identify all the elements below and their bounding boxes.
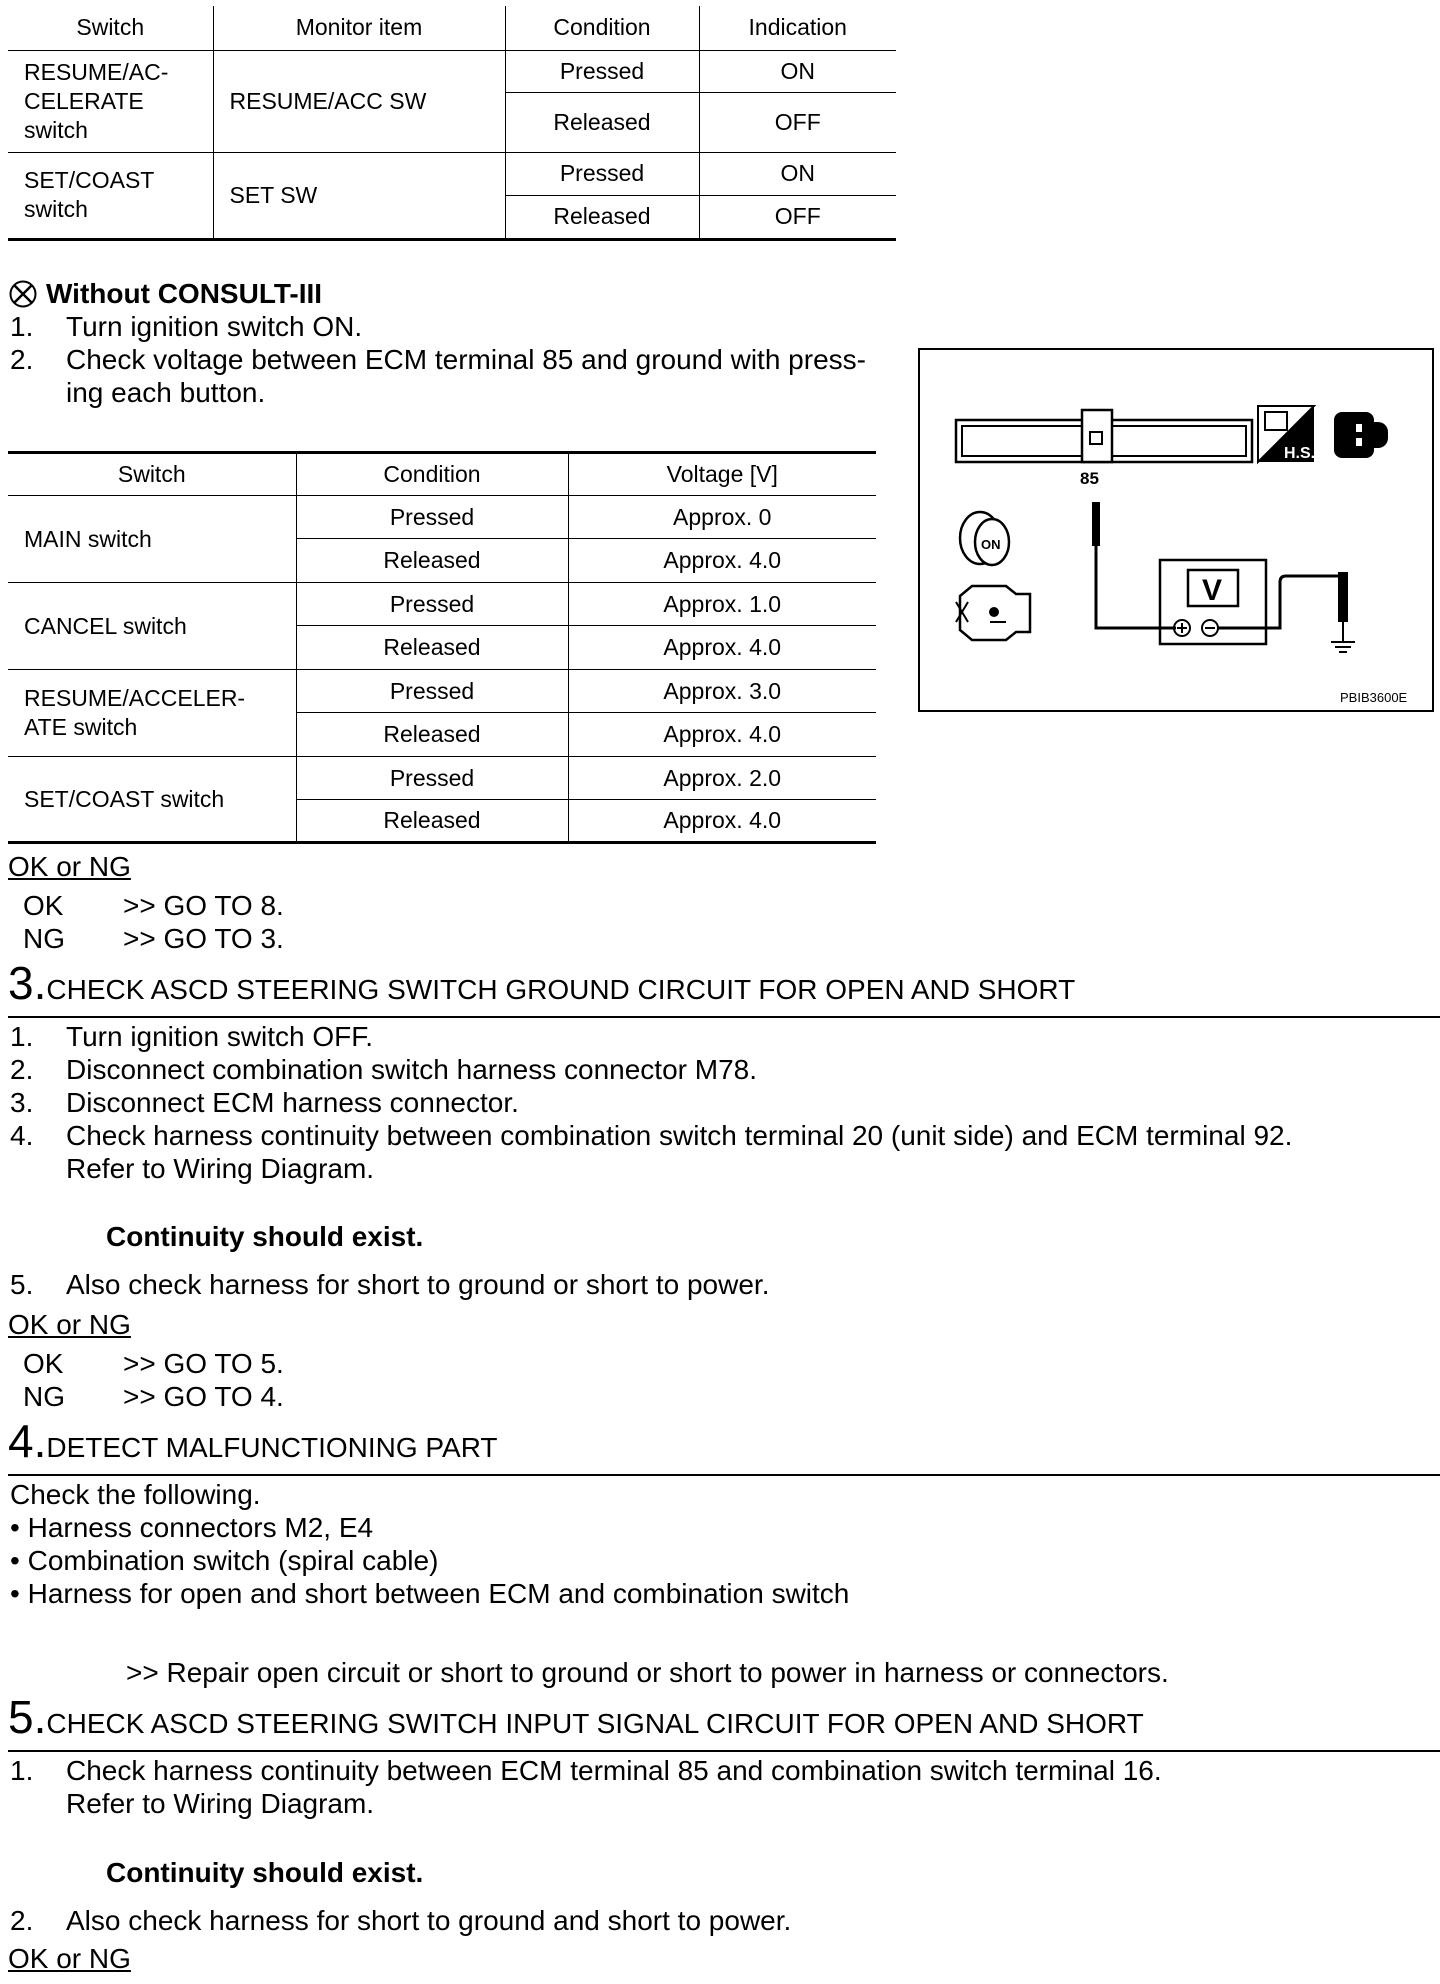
header-condition: Condition [296, 453, 568, 496]
step-4-heading [8, 1415, 498, 1467]
cell-switch: RESUME/AC- CELERATE switch [8, 50, 213, 152]
step-number: 4. [8, 1415, 47, 1467]
header-monitor-item: Monitor item [213, 6, 505, 50]
cell-indication: OFF [699, 92, 896, 152]
step-number: 3. [8, 957, 47, 1009]
cell-indication: OFF [699, 195, 896, 239]
step-number: 2. [10, 344, 34, 375]
note-continuity: Continuity should exist. [106, 1221, 424, 1252]
cell-switch: RESUME/ACCELER- ATE switch [8, 670, 296, 757]
ok-goto: >> GO TO 5. [123, 1348, 284, 1379]
list-item: 1. Turn ignition switch OFF. [10, 1021, 374, 1052]
ok-ng-label: OK or NG [8, 1943, 131, 1974]
list-item: 5. Also check harness for short to ground or short to power. [10, 1269, 770, 1300]
list-item: 2. Disconnect combination switch harness connector M78. [10, 1054, 758, 1085]
step-number: 5. [8, 1691, 47, 1743]
cell-switch: MAIN switch [8, 496, 296, 583]
cell-switch: SET/COAST switch [8, 757, 296, 843]
voltage-check-table [8, 451, 876, 844]
note-continuity: Continuity should exist. [106, 1857, 424, 1888]
voltage-check-figure [918, 348, 1434, 712]
step-5-heading [8, 1691, 1144, 1743]
cell-condition: Released [296, 539, 568, 583]
cell-indication: ON [699, 50, 896, 92]
list-item [10, 343, 866, 409]
cell-condition: Pressed [296, 583, 568, 626]
cell-monitor-item: SET SW [213, 152, 505, 239]
list-item [10, 310, 866, 343]
ng-result [8, 1380, 284, 1413]
cell-voltage: Approx. 4.0 [568, 713, 876, 757]
header-switch: Switch [8, 453, 296, 496]
divider [8, 1474, 1440, 1476]
cell-condition: Released [505, 195, 699, 239]
voltmeter-icon [1160, 560, 1266, 644]
svg-text:V: V [1202, 574, 1223, 607]
ok-result [8, 889, 284, 922]
cell-voltage: Approx. 4.0 [568, 539, 876, 583]
heading-text: Without CONSULT-III [46, 278, 323, 309]
step-5-list [10, 1754, 1162, 1820]
cell-voltage: Approx. 3.0 [568, 670, 876, 713]
ecm-connector-icon [956, 410, 1252, 462]
ok-ng-label: OK or NG [8, 851, 131, 882]
cell-condition: Pressed [296, 496, 568, 539]
cell-condition: Released [505, 92, 699, 152]
cell-condition: Pressed [505, 50, 699, 92]
ground-probe-icon [1338, 572, 1348, 622]
ng-label: NG [23, 923, 65, 954]
list-item: 2. Also check harness for short to ground and short to power. [10, 1905, 792, 1936]
cell-condition: Pressed [296, 757, 568, 800]
divider [8, 1750, 1440, 1752]
engine-icon [956, 586, 1030, 640]
step-title: CHECK ASCD STEERING SWITCH INPUT SIGNAL CIRCUIT FOR OPEN AND SHORT [46, 1708, 1144, 1739]
ok-ng-label: OK or NG [8, 1309, 131, 1340]
cell-condition: Released [296, 713, 568, 757]
cell-condition: Pressed [296, 670, 568, 713]
cell-switch: CANCEL switch [8, 583, 296, 670]
connector-plug-icon [1334, 412, 1388, 458]
cell-voltage: Approx. 4.0 [568, 800, 876, 843]
list-item: • Harness connectors M2, E4 [10, 1512, 374, 1543]
header-voltage: Voltage [V] [568, 453, 876, 496]
ng-result [8, 922, 284, 955]
consult-monitor-table [8, 6, 896, 241]
ng-goto: >> GO TO 3. [123, 923, 284, 954]
ok-goto: >> GO TO 8. [123, 890, 284, 921]
ok-label: OK [23, 1348, 64, 1379]
step-text: Check voltage between ECM terminal 85 and ground with press- ing each button. [66, 344, 866, 408]
step-5-list-cont [10, 1904, 791, 1937]
svg-text:ON: ON [981, 537, 1001, 552]
step-text: Turn ignition switch ON. [66, 311, 363, 342]
svg-text:H.S.: H.S. [1284, 445, 1316, 462]
ok-label: OK [23, 890, 64, 921]
terminal-number: 85 [1080, 469, 1099, 488]
cell-condition: Pressed [505, 152, 699, 195]
harness-side-badge-icon [1258, 406, 1315, 462]
check-bullet-list [10, 1511, 849, 1610]
check-intro: Check the following. [10, 1479, 261, 1510]
cell-voltage: Approx. 4.0 [568, 626, 876, 670]
ignition-on-icon [960, 512, 1009, 565]
tool-prohibited-icon [8, 279, 38, 309]
step-title: CHECK ASCD STEERING SWITCH GROUND CIRCUIT FOR OPEN AND SHORT [46, 974, 1076, 1005]
step-title: DETECT MALFUNCTIONING PART [46, 1432, 498, 1463]
list-item: • Combination switch (spiral cable) [10, 1545, 439, 1576]
cell-switch: SET/COAST switch [8, 152, 213, 239]
wiring-illustration [920, 350, 1432, 710]
step-3-heading [8, 957, 1076, 1009]
cell-condition: Released [296, 800, 568, 843]
repair-action: >> Repair open circuit or short to ground or short to power in harness or connectors. [126, 1657, 1169, 1688]
list-item: 4. Check harness continuity between combination switch terminal 20 (unit side) and ECM terminal 92. Refer to Wiring Diagram. [10, 1120, 1293, 1184]
figure-code: PBIB3600E [1340, 690, 1408, 705]
header-condition: Condition [505, 6, 699, 50]
without-consult-heading [8, 278, 322, 310]
cell-voltage: Approx. 1.0 [568, 583, 876, 626]
ok-ng-block [8, 850, 284, 955]
list-item: 3. Disconnect ECM harness connector. [10, 1087, 519, 1118]
cell-indication: ON [699, 152, 896, 195]
cell-voltage: Approx. 2.0 [568, 757, 876, 800]
cell-monitor-item: RESUME/ACC SW [213, 50, 505, 152]
divider [8, 1016, 1440, 1018]
probe-icon [1092, 502, 1100, 546]
list-item: • Harness for open and short between ECM and combination switch [10, 1578, 850, 1609]
step-3-list-cont [10, 1268, 769, 1301]
list-item: 1. Check harness continuity between ECM terminal 85 and combination switch terminal 16. Refer to Wiring Diagram. [10, 1755, 1162, 1819]
cell-voltage: Approx. 0 [568, 496, 876, 539]
step-3-list [10, 1020, 1292, 1185]
header-switch: Switch [8, 6, 213, 50]
step-number: 1. [10, 311, 34, 342]
header-indication: Indication [699, 6, 896, 50]
ng-goto: >> GO TO 4. [123, 1381, 284, 1412]
ok-result [8, 1347, 284, 1380]
ng-label: NG [23, 1381, 65, 1412]
cell-condition: Released [296, 626, 568, 670]
ground-icon [1331, 622, 1355, 652]
without-steps-list [10, 310, 866, 409]
ok-ng-block [8, 1308, 284, 1413]
